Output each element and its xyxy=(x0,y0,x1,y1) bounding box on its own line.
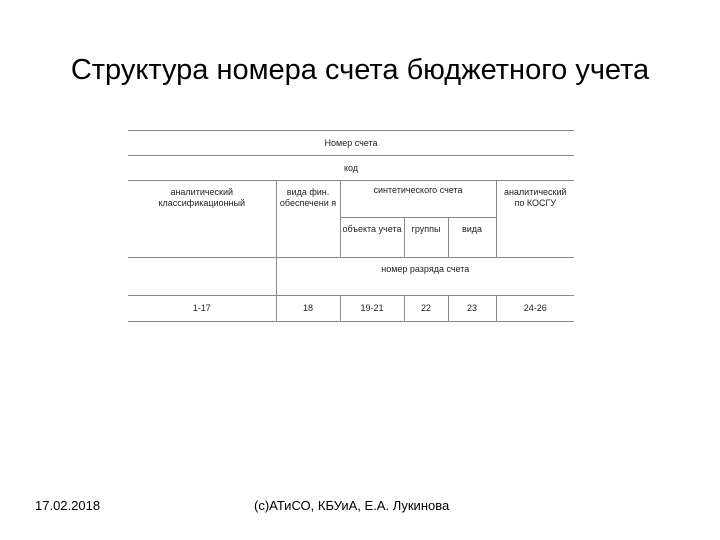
account-number-header: Номер счета xyxy=(128,131,574,156)
table-row xyxy=(128,156,574,181)
position-cell: 1-17 xyxy=(128,296,276,322)
table-row xyxy=(128,258,574,296)
digit-position-cell: номер разряда счета xyxy=(276,258,574,296)
position-cell: 18 xyxy=(276,296,340,322)
fin-support-cell: вида фин. обеспечени я xyxy=(276,181,340,258)
footer-author: (c)АТиСО, КБУиА, Е.А. Лукинова xyxy=(254,498,450,513)
kosgu-cell: аналитический по КОСГУ xyxy=(496,181,574,258)
footer-date: 17.02.2018 xyxy=(35,498,101,513)
slide-title: Структура номера счета бюджетного учета xyxy=(70,54,650,86)
position-cell: 23 xyxy=(448,296,496,322)
table-row xyxy=(128,181,574,218)
synthetic-account-cell: синтетического счета xyxy=(340,181,496,218)
table-row xyxy=(128,296,574,322)
table-row xyxy=(128,131,574,156)
object-cell: объекта учета xyxy=(340,218,404,258)
kind-cell: вида xyxy=(448,218,496,258)
code-header: код xyxy=(128,156,574,181)
position-cell: 19-21 xyxy=(340,296,404,322)
analytical-classification-cell: аналитический классификационный xyxy=(128,181,276,258)
position-cell: 22 xyxy=(404,296,448,322)
position-cell: 24-26 xyxy=(496,296,574,322)
blank-cell xyxy=(128,258,276,296)
group-cell: группы xyxy=(404,218,448,258)
account-structure-table xyxy=(128,130,574,322)
